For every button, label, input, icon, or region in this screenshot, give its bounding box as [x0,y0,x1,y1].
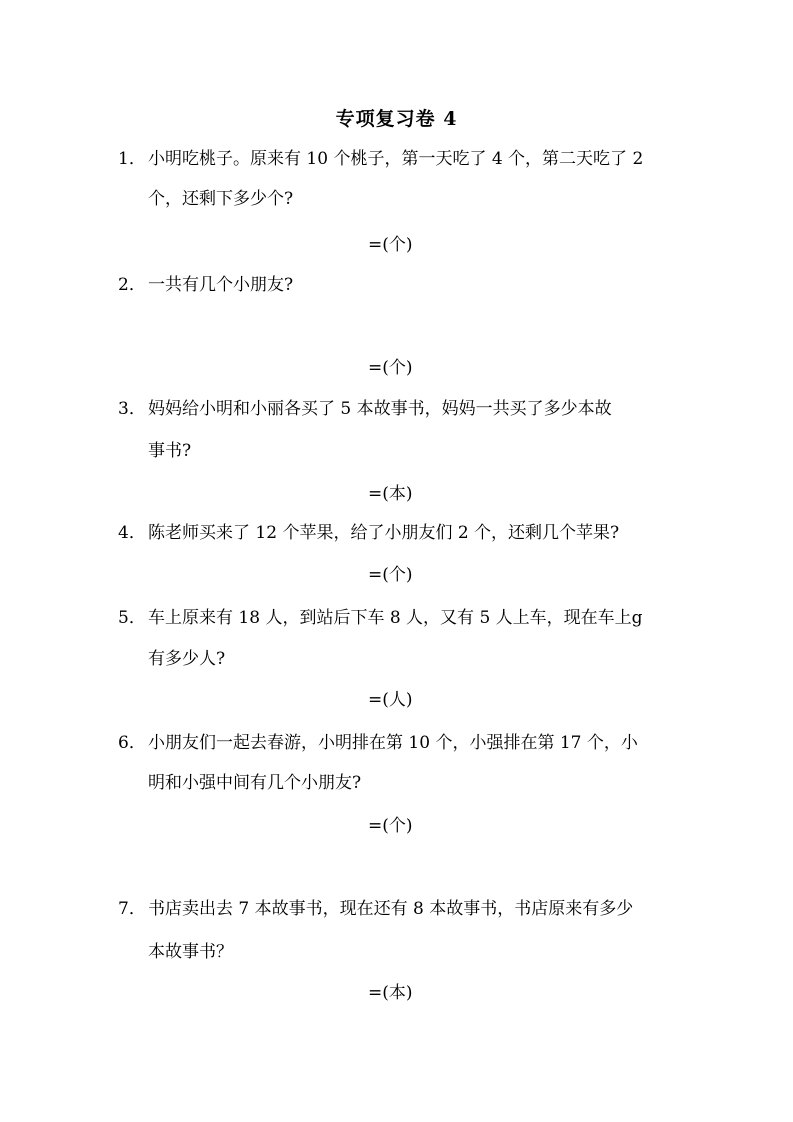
question-3-text-line1: 妈妈给小明和小丽各买了 5 本故事书，妈妈一共买了多少本故 [148,399,612,419]
question-2-answer: =(个) [368,358,413,378]
question-5-answer: =(人) [368,690,413,710]
question-1-number: 1． [118,149,146,169]
question-3-text-line2: 事书? [148,441,192,461]
question-4-number: 4． [118,523,146,543]
question-7-answer: =(本) [368,983,413,1003]
page-title: 专项复习卷 4 [335,108,458,130]
question-3-number: 3． [118,399,146,419]
question-1-text-line2: 个，还剩下多少个? [148,189,294,209]
question-2-number: 2． [118,275,146,295]
question-5-text-line1: 车上原来有 18 人，到站后下车 8 人，又有 5 人上车，现在车上g [148,608,643,628]
question-6-text-line1: 小朋友们一起去春游，小明排在第 10 个，小强排在第 17 个，小 [148,733,638,753]
question-7-text-line2: 本故事书？ [148,942,233,962]
question-5-text-line2: 有多少人? [148,649,226,669]
question-1-text-line1: 小明吃桃子。原来有 10 个桃子，第一天吃了 4 个，第二天吃了 2 [148,149,644,169]
question-1-answer: =(个) [368,235,413,255]
question-6-text-line2: 明和小强中间有几个小朋友? [148,773,362,793]
question-7-text-line1: 书店卖出去 7 本故事书，现在还有 8 本故事书，书店原来有多少 [148,899,634,919]
question-4-text-line1: 陈老师买来了 12 个苹果，给了小朋友们 2 个，还剩几个苹果? [148,523,620,543]
question-4-answer: =(个) [368,565,413,585]
question-7-number: 7． [118,899,146,919]
question-2-text-line1: 一共有几个小朋友? [148,275,294,295]
question-3-answer: =(本) [368,484,413,504]
question-6-answer: =(个) [368,816,413,836]
question-6-number: 6． [118,733,146,753]
question-5-number: 5． [118,608,146,628]
